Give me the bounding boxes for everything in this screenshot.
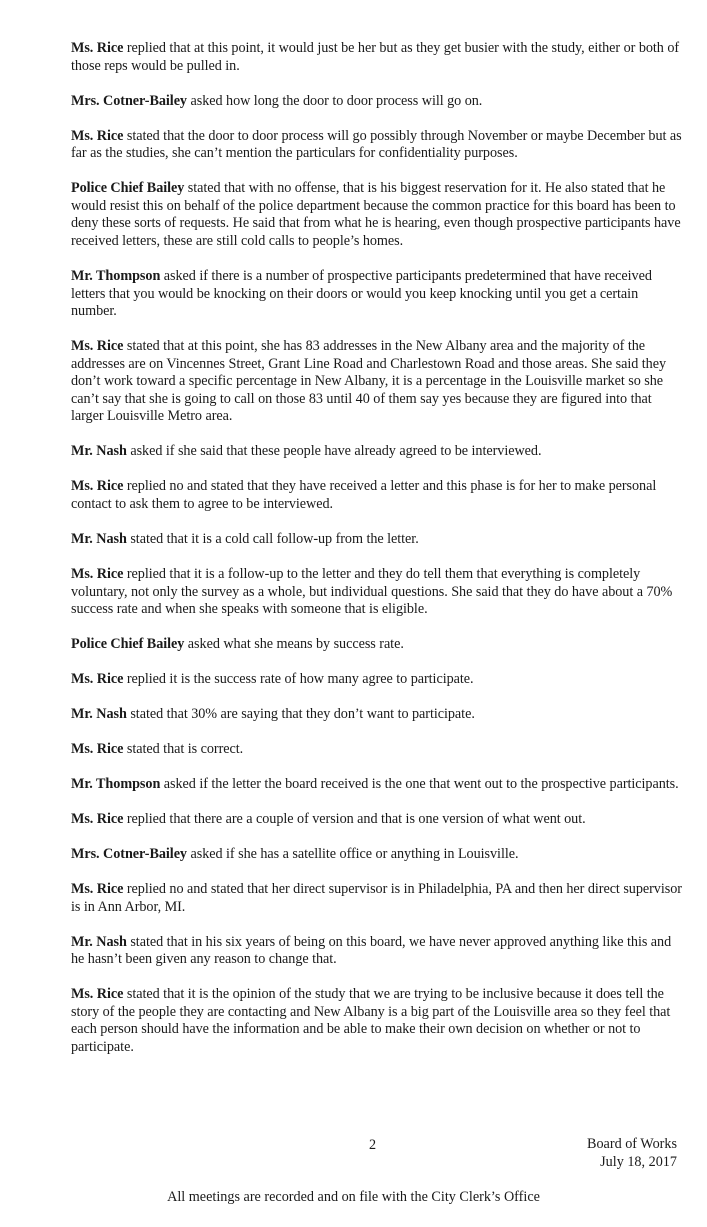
speaker-name: Ms. Rice xyxy=(71,338,124,355)
paragraph-text: asked what she means by success rate. xyxy=(184,636,404,653)
speaker-name: Ms. Rice xyxy=(71,127,124,144)
paragraph-text: stated that with no offense, that is his biggest reservation for it. He also stated that he would resist this on behalf of the police department because the common practice for this board has been to deny these sorts of requests. He said that from what he is hearing, even though prospective participants have received letters, these are still cold calls to people’s homes. xyxy=(71,180,681,249)
paragraph-text: asked if the letter the board received is the one that went out to the prospective participants. xyxy=(160,776,679,793)
minutes-paragraph xyxy=(71,566,683,619)
speaker-name: Mr. Thompson xyxy=(71,776,161,793)
minutes-paragraph xyxy=(71,986,683,1056)
paragraph-text: replied that it is a follow-up to the letter and they do tell them that everything is completely voluntary, not only the survey as a whole, but individual questions. She said that they do have about a 70% success rate and when she speaks with someone that is eligible. xyxy=(71,565,673,618)
minutes-paragraph xyxy=(71,636,683,654)
speaker-name: Ms. Rice xyxy=(71,881,124,898)
minutes-paragraph xyxy=(71,671,683,689)
minutes-paragraph xyxy=(71,706,683,724)
paragraph-text: replied that there are a couple of version and that is one version of what went out. xyxy=(123,811,586,828)
paragraph-text: stated that at this point, she has 83 addresses in the New Albany area and the majority of the addresses are on Vincennes Street, Grant Line Road and Charlestown Road and those areas. She said they don’t work toward a specific percentage in New Albany, it is a percentage in the Louisville market so she can’t say that she is going to call on those 83 until 40 of them say yes because they are figured into that larger Louisville Metro area. xyxy=(71,338,667,425)
speaker-name: Mr. Thompson xyxy=(71,267,161,284)
minutes-paragraph xyxy=(71,93,683,111)
speaker-name: Mr. Nash xyxy=(71,443,127,460)
speaker-name: Ms. Rice xyxy=(71,811,124,828)
footer-meeting-date: July 18, 2017 xyxy=(600,1154,677,1170)
minutes-paragraph xyxy=(71,531,683,549)
minutes-paragraph xyxy=(71,741,683,759)
minutes-paragraph xyxy=(71,180,683,250)
footer-board-name: Board of Works xyxy=(586,1136,677,1152)
paragraph-text: asked if there is a number of prospective participants predetermined that have received letters that you would be knocking on their doors or would you keep knocking until you get a certain number. xyxy=(71,267,652,320)
minutes-paragraph xyxy=(71,881,683,916)
paragraph-text: replied that at this point, it would just be her but as they get busier with the study, either or both of those reps would be pulled in. xyxy=(71,40,680,74)
minutes-paragraph xyxy=(71,811,683,829)
minutes-paragraph xyxy=(71,128,683,163)
speaker-name: Mrs. Cotner-Bailey xyxy=(71,846,187,863)
speaker-name: Mr. Nash xyxy=(71,706,127,723)
paragraph-text: stated that the door to door process will go possibly through November or maybe December but as far as the studies, she can’t mention the particulars for confidentiality purposes. xyxy=(71,127,682,162)
speaker-name: Ms. Rice xyxy=(71,671,124,688)
speaker-name: Mr. Nash xyxy=(71,531,127,547)
paragraph-text: stated that in his six years of being on this board, we have never approved anything like this and he hasn’t been given any reason to change that. xyxy=(71,933,672,968)
paragraph-text: replied it is the success rate of how many agree to participate. xyxy=(123,671,474,688)
minutes-paragraph xyxy=(71,338,683,426)
paragraph-text: replied no and stated that they have received a letter and this phase is for her to make personal contact to ask them to agree to be interviewed. xyxy=(71,478,657,513)
speaker-name: Police Chief Bailey xyxy=(71,180,185,197)
paragraph-text: stated that is correct. xyxy=(123,741,244,758)
speaker-name: Ms. Rice xyxy=(71,986,124,1003)
speaker-name: Police Chief Bailey xyxy=(71,636,185,653)
speaker-name: Ms. Rice xyxy=(71,40,124,56)
speaker-name: Mr. Nash xyxy=(71,933,127,950)
speaker-name: Ms. Rice xyxy=(71,565,124,582)
paragraph-text: asked if she has a satellite office or anything in Louisville. xyxy=(186,846,519,863)
page-number: 2 xyxy=(369,1137,377,1153)
speaker-name: Mrs. Cotner-Bailey xyxy=(71,92,187,109)
paragraph-text: stated that 30% are saying that they don’t want to participate. xyxy=(126,706,475,723)
minutes-paragraph xyxy=(71,934,683,969)
paragraph-text: stated that it is the opinion of the study that we are trying to be inclusive because it does tell the story of the people they are contacting and New Albany is a big part of the Louisville area so they feel that each person should have the information and be able to make their own decision on whether or not to participate. xyxy=(71,986,671,1055)
paragraph-text: replied no and stated that her direct supervisor is in Philadelphia, PA and then her direct supervisor is in Ann Arbor, MI. xyxy=(71,881,682,915)
minutes-paragraph xyxy=(71,846,683,864)
minutes-paragraph xyxy=(71,268,683,321)
speaker-name: Ms. Rice xyxy=(71,741,124,758)
footer-board-info xyxy=(587,1135,677,1171)
footer-recording-notice: All meetings are recorded and on file with the City Clerk’s Office xyxy=(167,1189,540,1205)
minutes-paragraph xyxy=(71,40,683,75)
paragraph-text: asked how long the door to door process will go on. xyxy=(186,92,483,109)
minutes-paragraph xyxy=(71,478,683,513)
minutes-paragraph xyxy=(71,443,683,461)
paragraph-text: stated that it is a cold call follow-up from the letter. xyxy=(126,531,419,547)
minutes-body xyxy=(71,40,683,1074)
speaker-name: Ms. Rice xyxy=(71,478,124,495)
minutes-paragraph xyxy=(71,776,683,794)
paragraph-text: asked if she said that these people have already agreed to be interviewed. xyxy=(126,443,542,460)
